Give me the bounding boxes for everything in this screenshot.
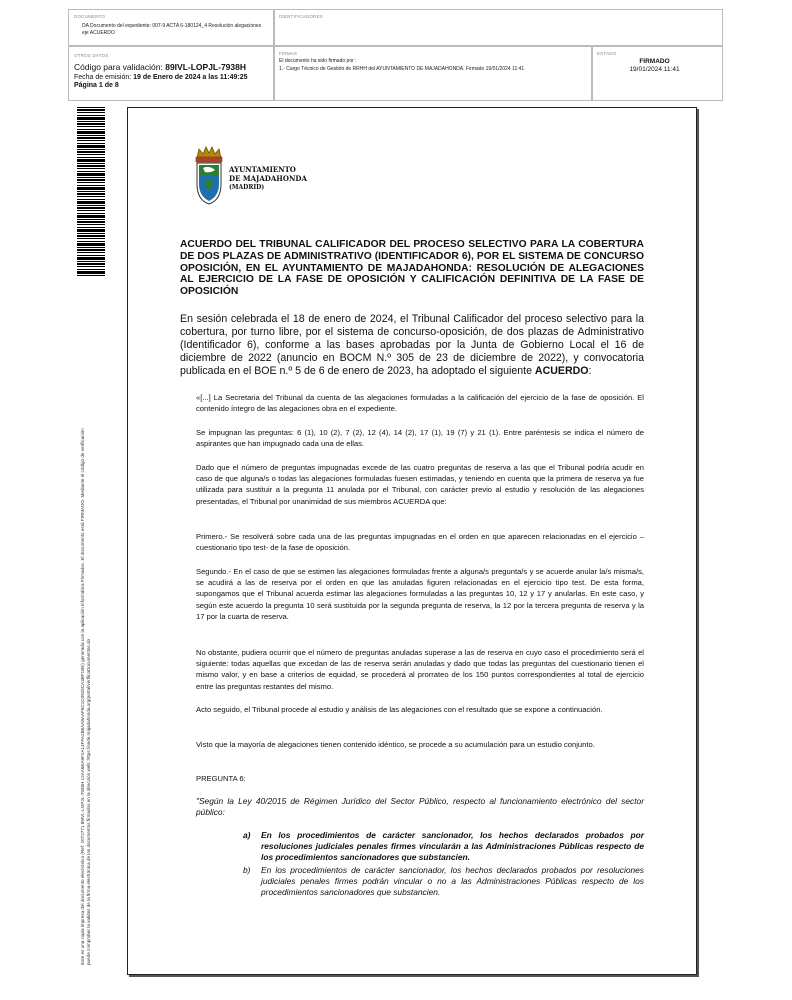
fecha-value: 19 de Enero de 2024 a las 11:49:25 (133, 74, 248, 81)
option-a-marker: a) (243, 830, 251, 840)
documento-label: DOCUMENTO (74, 14, 106, 19)
logo-line3: (MADRID) (229, 184, 265, 191)
estado-date: 19/01/2024 11:41 (629, 66, 680, 73)
identificadores-label: IDENTIFICADORES (279, 14, 324, 19)
documento-value: DA Documento del expediente: 007-9 ACTA 6-180124_4 Resolución alegaciones eje ACUERDO (82, 23, 262, 36)
barcode (77, 107, 105, 277)
verification-side-text (80, 275, 91, 965)
intro-paragraph (180, 313, 644, 378)
paragraph-3: Dado que el número de preguntas impugnadas excede de las cuatro preguntas de reserva a las que el Tribunal podría acudir en caso de que alguna/s o todas las alegaciones formuladas fuesen estimadas, y teniendo en cuenta que la primera de reserva ya fue utilizada para sustituir a la pregunta 11 anulada por el Tribunal, con carácter previo al estudio y resolución de las alegaciones presentadas, el Tribunal por unanimidad de sus miembros ACUERDA que: (196, 463, 644, 506)
logo-line2: DE MAJADAHONDA (229, 174, 307, 183)
paragraph-6: No obstante, pudiera ocurrir que el número de preguntas anuladas superase a las de reserva en cuyo caso el procedimiento será el siguiente: todas aquellas que excedan de las de reserva serán anuladas y dado que todas las preguntas del cuestionario tienen el mismo valor, y en base a criterios de equidad, se procederá al prorrateo de los 150 puntos correspondientes al total de ejercicio entre las preguntas restantes del mismo. (196, 648, 644, 691)
pagina: Página 1 de 8 (74, 82, 119, 89)
estado-value: FIRMADO (639, 58, 670, 65)
estado-label: ESTADO (597, 51, 617, 56)
paragraph-2: Se impugnan las preguntas: 6 (1), 10 (2), 7 (2), 12 (4), 14 (2), 17 (1), 19 (7) y 21 (1). Entre paréntesis se indica el número de aspirantes que han impugnado cada una de ellas. (196, 428, 644, 449)
fecha-prefix: Fecha de emisión: (74, 74, 132, 81)
logo-line1: AYUNTAMIENTO (229, 165, 296, 174)
intro-bold: ACUERDO (534, 365, 589, 377)
codigo-value[interactable]: 89IVL-LOPJL-7938H (165, 62, 246, 72)
estado-box (592, 46, 723, 101)
paragraph-5: Segundo.- En el caso de que se estimen las alegaciones formuladas frente a alguna/s pregunta/s y se acuerde anular la/s misma/s, se acudirá a las de reserva por el orden en que las anuladas figuren relacionadas en el ejercicio tipo test. De esta forma, supongamos que el Tribunal acuerda estimar las alegaciones formuladas a las preguntas 10, 12 y 17 y anularlas. En este caso, y según este acuerdo la pregunta 10 será sustituida por la segunda pregunta de reserva, la 12 por la tercera pregunta de reserva y la 17 por la cuarta de reserva. (196, 567, 644, 621)
option-a-text: En los procedimientos de carácter sancionador, los hechos declarados probados por resoluciones judiciales penales firmes vincularán a las Administraciones Públicas respecto de los procedimientos sancionadores que substancien. (261, 830, 644, 862)
pregunta-heading: PREGUNTA 6: (196, 774, 246, 783)
paragraph-7: Acto seguido, el Tribunal procede al estudio y análisis de las alegaciones con el resultado que se expone a continuación. (196, 705, 603, 714)
paragraph-8: Visto que la mayoría de alegaciones tienen contenido idéntico, se procede a su acumulación para un estudio conjunto. (196, 740, 595, 749)
intro-text: En sesión celebrada el 18 de enero de 2024, el Tribunal Calificador del proceso selectivo para la cobertura, por turno libre, por el sistema de concurso-oposición, de dos plazas de Administrativo (Identificador 6), conforme a las bases aprobadas por la Junta de Gobierno Local el 16 de diciembre de 2022 (anuncio en BOCM N.º 305 de 23 de diciembre de 2022), y convocatoria publicada en el BOE n.º 5 de 6 de enero de 2023, ha adoptado el siguiente (180, 313, 644, 377)
firmas-line2: 1.- Cargo Técnico de Gestión de RRHH del AYUNTAMIENTO DE MAJADAHONDA. Firmado 19/01/2024 11:41 (279, 66, 525, 72)
identificadores-box (274, 9, 723, 46)
firmas-box (274, 46, 592, 101)
option-b-text: En los procedimientos de carácter sancionador, los hechos declarados probados por resoluciones judiciales penales firmes podrán vincular o no a las Administraciones Públicas respecto de los procedimientos sancionadores que substancien. (261, 865, 644, 897)
side-line2: puede comprobar la validez de la firma electrónica de los documentos firmados en la dirección web: https://sede.majadahonda.org/portal/verificaDocumentos.do (85, 638, 91, 965)
paragraph-4: Primero.- Se resolverá sobre cada una de las preguntas impugnadas en el orden en que aparecen relacionadas en el ejercicio –cuestionario tipo test- de la fase de oposición. (196, 532, 644, 553)
document-title: ACUERDO DEL TRIBUNAL CALIFICADOR DEL PROCESO SELECTIVO PARA LA COBERTURA DE DOS PLAZAS DE ADMINISTRATIVO (IDENTIFICADOR 6), POR EL SISTEMA DE CONCURSO OPOSICIÓN, EN EL AYUNTAMIENTO DE MAJADAHONDA: RESOLUCIÓN DE ALEGACIONES AL EJERCICIO DE LA FASE DE OPOSICIÓN Y CALIFICACIÓN DEFINITIVA DE LA FASE DE OPOSICIÓN (180, 239, 644, 298)
option-b-marker: b) (243, 865, 251, 875)
pregunta-text: "Según la Ley 40/2015 de Régimen Jurídico del Sector Público, respecto al funcionamiento electrónico del sector público: (196, 796, 644, 817)
logo-text (229, 165, 307, 192)
intro-end: : (588, 365, 592, 377)
paragraph-1: «[...] La Secretaria del Tribunal da cuenta de las alegaciones formuladas a la calificación del ejercicio de la fase de oposición. El contenido íntegro de las alegaciones obra en el expediente. (196, 393, 644, 414)
firmas-line1: El documento ha sido firmado por : (279, 58, 357, 64)
documento-box (68, 9, 274, 46)
coat-of-arms-icon (193, 146, 225, 206)
otros-datos-box (68, 46, 274, 101)
side-line1: Este es una copia impresa del documento electrónico (Ref: 2072771 89IVL-LOPJL-7938H 12AA6EA9F2A14FFA2B6AA8AAF6C1C0925CA3BF1BE) generada con la aplicación informática Firmadoc. El documento está FIRMADO. Mediante el código de verificación (80, 428, 85, 965)
codigo-validacion (74, 62, 246, 72)
codigo-prefix: Código para validación: (74, 62, 163, 72)
firmas-label: FIRMAS (279, 51, 298, 56)
otros-datos-label: OTROS DATOS (74, 53, 109, 58)
